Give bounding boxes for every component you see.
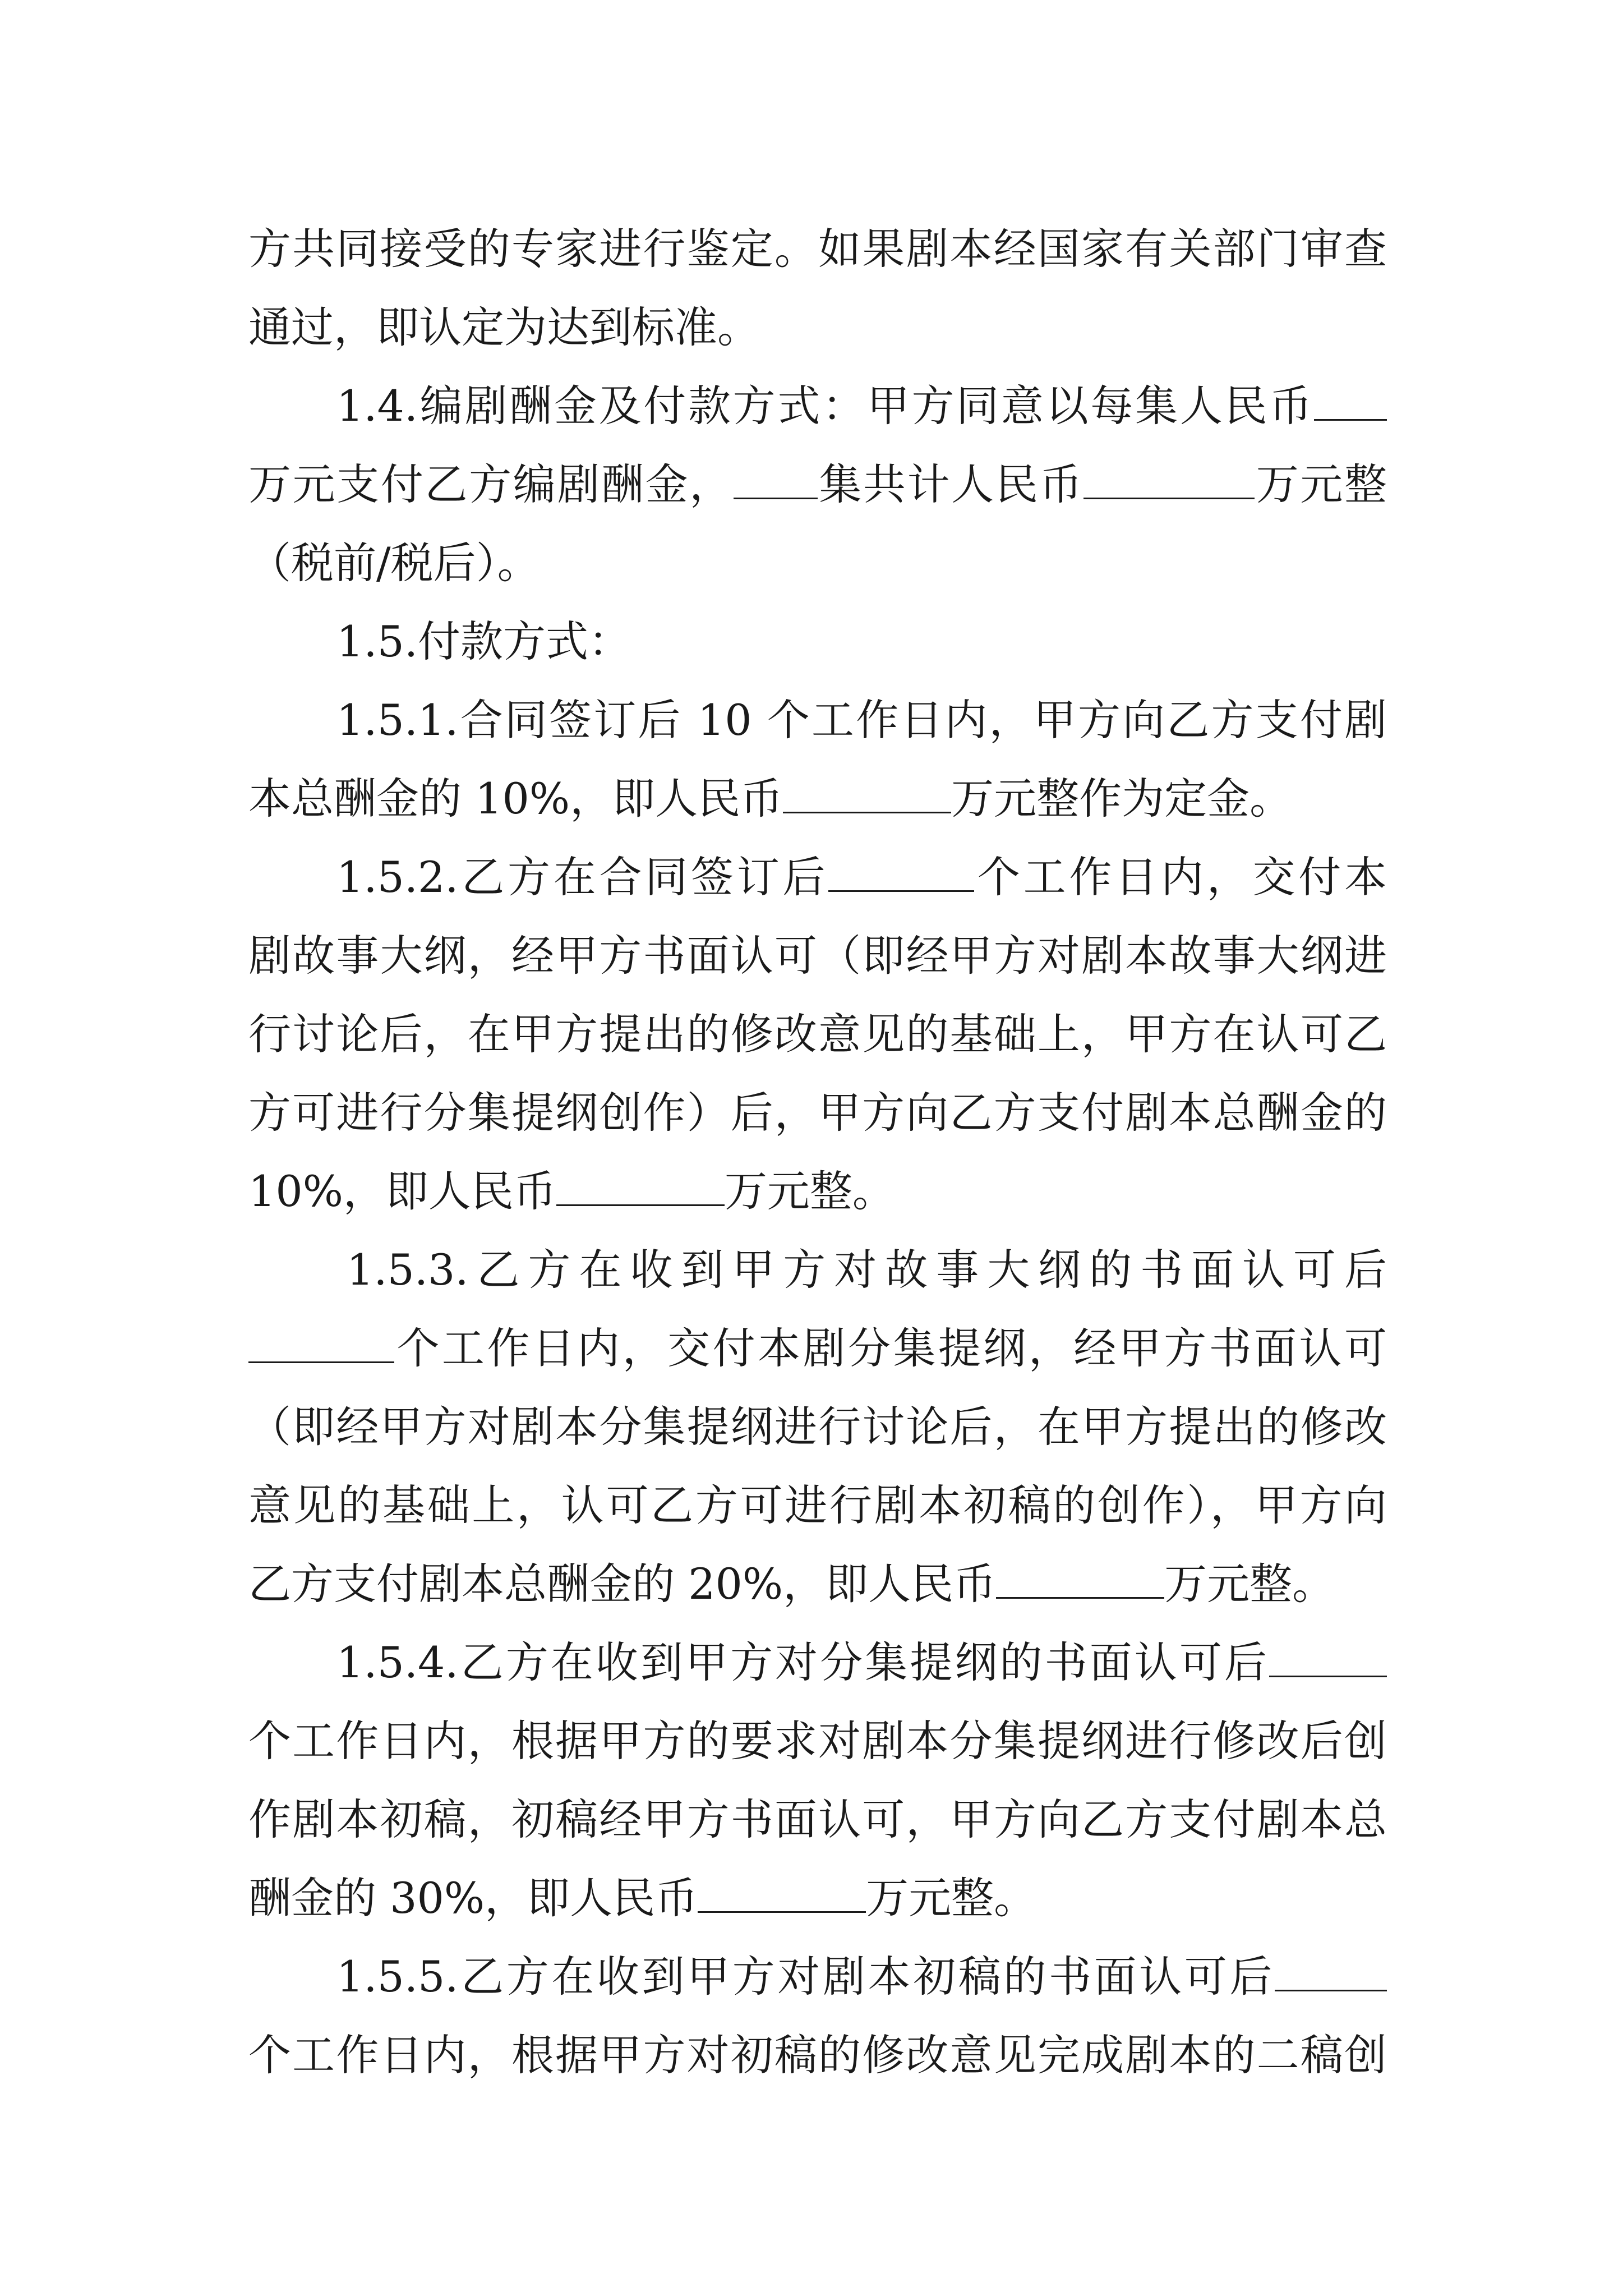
text-segment: 万元整	[1255, 459, 1387, 509]
text-segment: 万元支付乙方编剧酬金，	[248, 459, 734, 509]
fill-blank	[734, 463, 818, 499]
text-line	[248, 524, 1387, 602]
text-segment: 1.4.编剧酬金及付款方式：甲方同意以每集人民币	[336, 381, 1314, 431]
text-segment: 万元整作为定金。	[951, 774, 1293, 823]
text-segment: 个工作日内，根据甲方的要求对剧本分集提纲进行修改后创	[248, 1716, 1387, 1766]
text-line	[248, 288, 1387, 367]
text-segment: 个工作日内，根据甲方对初稿的修改意见完成剧本的二稿创	[248, 2030, 1387, 2080]
fill-blank	[248, 1327, 394, 1363]
text-line	[248, 1074, 1387, 1152]
clause-1-5	[336, 602, 1387, 681]
text-line	[248, 1702, 1387, 1780]
text-line	[248, 1152, 1387, 1231]
text-line	[248, 1309, 1387, 1388]
clause-1-5-1	[336, 681, 1387, 760]
clause-1-5-2	[336, 838, 1387, 917]
text-segment: 方共同接受的专家进行鉴定。如果剧本经国家有关部门审查	[248, 224, 1387, 274]
fill-blank	[556, 1170, 725, 1206]
text-segment: （税前/税后）。	[248, 538, 540, 588]
text-segment: 作剧本初稿，初稿经甲方书面认可，甲方向乙方支付剧本总	[248, 1795, 1387, 1844]
fill-blank	[698, 1876, 866, 1913]
text-line	[248, 1545, 1387, 1623]
fill-blank	[828, 855, 974, 892]
text-line	[248, 1780, 1387, 1859]
text-segment: 乙方支付剧本总酬金的 20%，即人民币	[248, 1559, 997, 1609]
fill-blank	[1314, 384, 1387, 421]
text-segment: 1.5.付款方式：	[336, 616, 631, 666]
text-segment: 行讨论后，在甲方提出的修改意见的基础上，甲方在认可乙	[248, 1009, 1387, 1059]
text-segment: （即经甲方对剧本分集提纲进行讨论后，在甲方提出的修改	[248, 1402, 1387, 1452]
text-segment: 剧故事大纲，经甲方书面认可（即经甲方对剧本故事大纲进	[248, 931, 1387, 981]
text-segment: 10%，即人民币	[248, 1166, 556, 1216]
text-line	[248, 445, 1387, 524]
clause-1-5-3	[347, 1231, 1387, 1309]
text-line	[248, 1859, 1387, 1938]
fill-blank	[996, 1562, 1164, 1599]
text-segment: 集共计人民币	[817, 459, 1084, 509]
text-segment: 万元整。	[1164, 1559, 1335, 1609]
text-segment: 意见的基础上，认可乙方可进行剧本初稿的创作），甲方向	[248, 1480, 1387, 1530]
text-line	[248, 917, 1387, 995]
text-segment: 万元整。	[866, 1873, 1037, 1923]
text-segment: 通过，即认定为达到标准。	[248, 302, 760, 352]
fill-blank	[1083, 463, 1255, 499]
text-segment: 1.5.3.乙方在收到甲方对故事大纲的书面认可后	[347, 1245, 1387, 1295]
fill-blank	[1269, 1641, 1387, 1677]
clause-1-4	[336, 367, 1387, 445]
text-segment: 本总酬金的 10%，即人民币	[248, 774, 783, 823]
clause-1-5-4	[336, 1623, 1387, 1702]
text-segment: 酬金的 30%，即人民币	[248, 1873, 698, 1923]
text-segment: 万元整。	[724, 1166, 895, 1216]
fill-blank	[783, 777, 951, 813]
text-segment: 1.5.1.合同签订后 10 个工作日内，甲方向乙方支付剧	[336, 695, 1387, 745]
text-segment: 1.5.2.乙方在合同签订后	[336, 852, 829, 902]
text-line	[248, 995, 1387, 1074]
text-line	[248, 1466, 1387, 1545]
text-segment: 1.5.5.乙方在收到甲方对剧本初稿的书面认可后	[336, 1952, 1275, 2001]
text-segment: 个工作日内，交付本剧分集提纲，经甲方书面认可	[394, 1323, 1387, 1373]
text-segment: 方可进行分集提纲创作）后，甲方向乙方支付剧本总酬金的	[248, 1088, 1387, 1138]
text-line	[248, 2016, 1387, 2095]
text-line	[248, 210, 1387, 288]
text-line	[248, 760, 1387, 838]
clause-1-5-5	[336, 1938, 1387, 2016]
text-segment: 个工作日内，交付本	[974, 852, 1387, 902]
fill-blank	[1275, 1955, 1387, 1991]
text-line	[248, 1388, 1387, 1466]
text-segment: 1.5.4.乙方在收到甲方对分集提纲的书面认可后	[336, 1637, 1269, 1687]
